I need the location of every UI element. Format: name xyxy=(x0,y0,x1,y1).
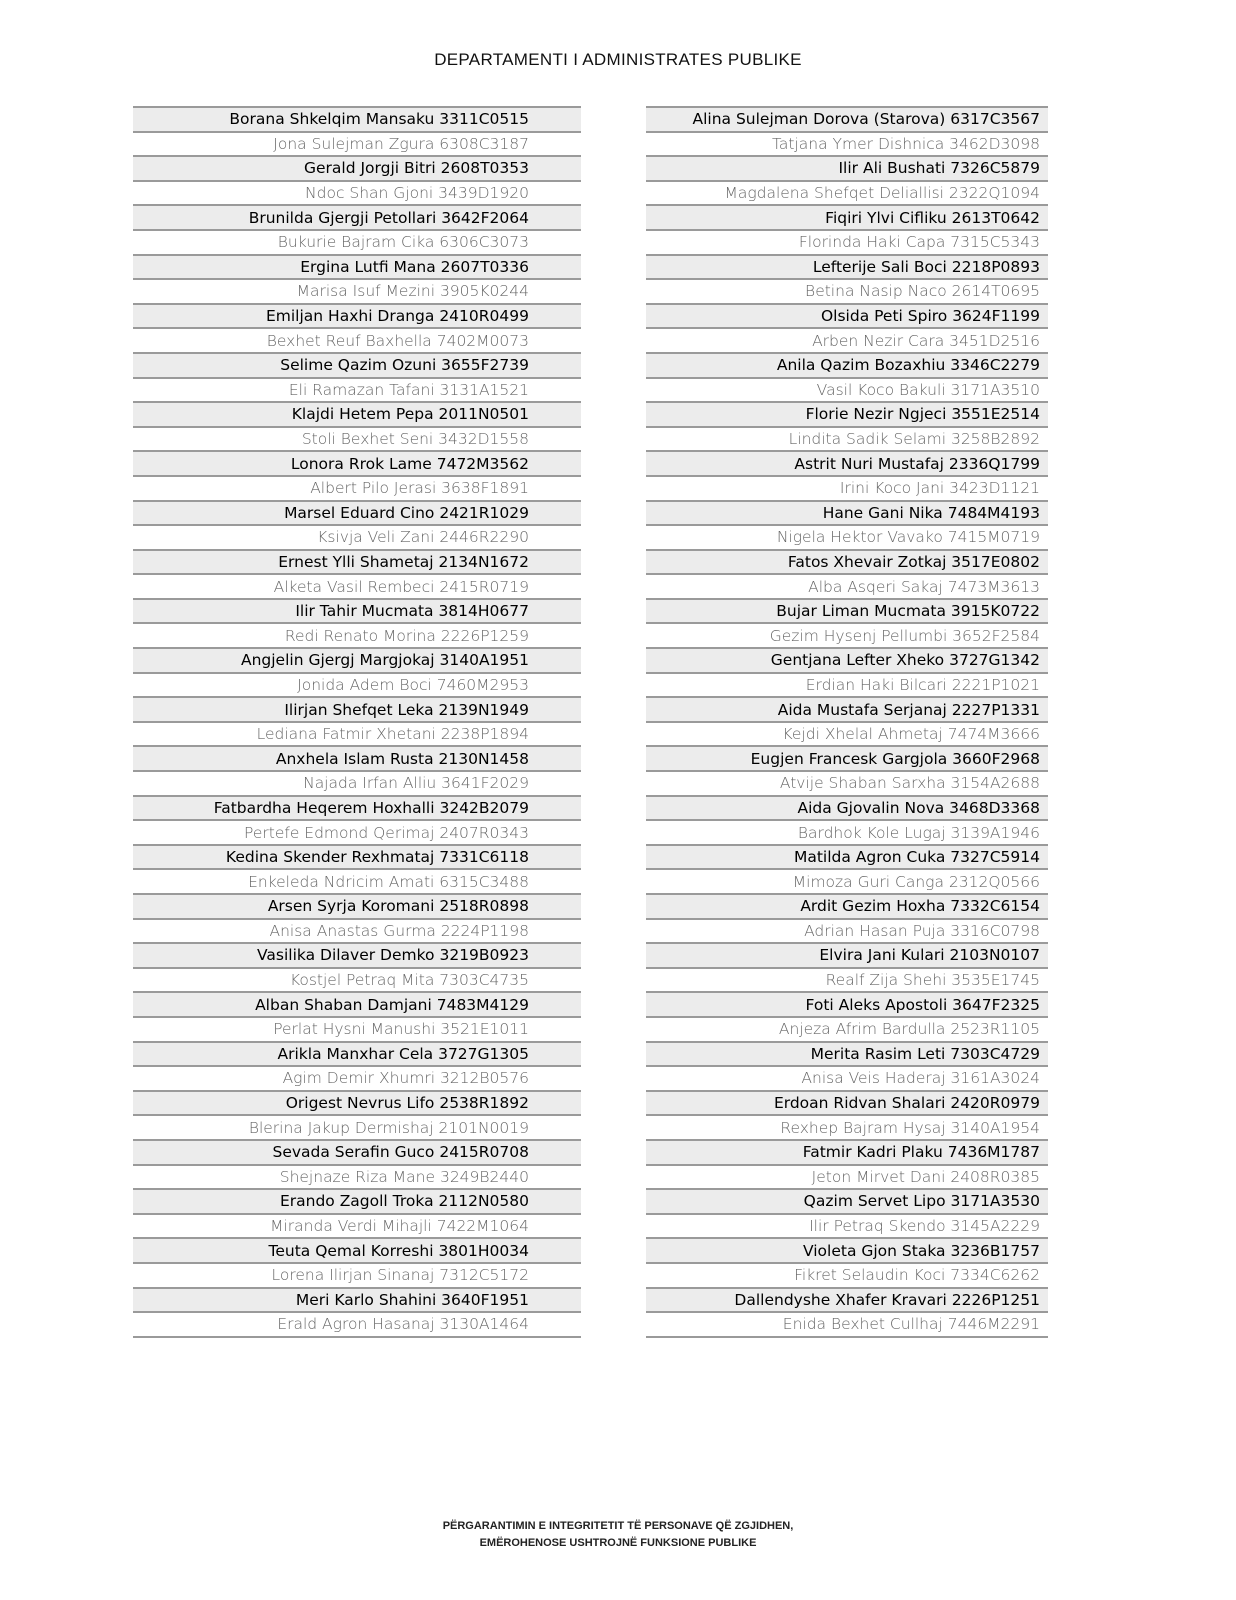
column-bottom-rule xyxy=(133,1336,581,1338)
name-row: Marsel Eduard Cino 2421R1029 xyxy=(133,500,581,525)
name-row: Dallendyshe Xhafer Kravari 2226P1251 xyxy=(646,1287,1048,1312)
name-row: Gentjana Lefter Xheko 3727G1342 xyxy=(646,647,1048,672)
name-row: Bujar Liman Mucmata 3915K0722 xyxy=(646,598,1048,623)
name-row: Ilirjan Shefqet Leka 2139N1949 xyxy=(133,696,581,721)
name-row: Lindita Sadik Selami 3258B2892 xyxy=(646,426,1048,451)
name-row: Erald Agron Hasanaj 3130A1464 xyxy=(133,1311,581,1336)
name-row: Kedina Skender Rexhmataj 7331C6118 xyxy=(133,844,581,869)
name-row: Jona Sulejman Zgura 6308C3187 xyxy=(133,131,581,156)
name-row: Qazim Servet Lipo 3171A3530 xyxy=(646,1188,1048,1213)
name-row: Anila Qazim Bozaxhiu 3346C2279 xyxy=(646,352,1048,377)
left-name-column xyxy=(133,106,581,1338)
name-row: Astrit Nuri Mustafaj 2336Q1799 xyxy=(646,450,1048,475)
name-row: Ilir Petraq Skendo 3145A2229 xyxy=(646,1213,1048,1238)
name-row: Erdoan Ridvan Shalari 2420R0979 xyxy=(646,1090,1048,1115)
name-row: Teuta Qemal Korreshi 3801H0034 xyxy=(133,1237,581,1262)
name-row: Angjelin Gjergj Margjokaj 3140A1951 xyxy=(133,647,581,672)
name-row: Origest Nevrus Lifo 2538R1892 xyxy=(133,1090,581,1115)
name-row: Vasilika Dilaver Demko 3219B0923 xyxy=(133,942,581,967)
name-row: Albert Pilo Jerasi 3638F1891 xyxy=(133,475,581,500)
name-row: Atvije Shaban Sarxha 3154A2688 xyxy=(646,770,1048,795)
name-row: Lefterije Sali Boci 2218P0893 xyxy=(646,254,1048,279)
name-row: Anisa Veis Haderaj 3161A3024 xyxy=(646,1065,1048,1090)
name-row: Anisa Anastas Gurma 2224P1198 xyxy=(133,918,581,943)
name-row: Lonora Rrok Lame 7472M3562 xyxy=(133,450,581,475)
name-row: Kostjel Petraq Mita 7303C4735 xyxy=(133,967,581,992)
name-row: Enida Bexhet Cullhaj 7446M2291 xyxy=(646,1311,1048,1336)
name-row: Ilir Ali Bushati 7326C5879 xyxy=(646,155,1048,180)
name-row: Florinda Haki Capa 7315C5343 xyxy=(646,229,1048,254)
name-row: Bukurie Bajram Cika 6306C3073 xyxy=(133,229,581,254)
name-row: Sevada Serafin Guco 2415R0708 xyxy=(133,1139,581,1164)
right-name-column xyxy=(646,106,1048,1338)
name-row: Aida Gjovalin Nova 3468D3368 xyxy=(646,795,1048,820)
name-row: Arben Nezir Cara 3451D2516 xyxy=(646,327,1048,352)
name-row: Violeta Gjon Staka 3236B1757 xyxy=(646,1237,1048,1262)
name-row: Alba Asqeri Sakaj 7473M3613 xyxy=(646,573,1048,598)
name-row: Adrian Hasan Puja 3316C0798 xyxy=(646,918,1048,943)
name-row: Alina Sulejman Dorova (Starova) 6317C3567 xyxy=(646,106,1048,131)
name-row: Irini Koco Jani 3423D1121 xyxy=(646,475,1048,500)
page-title: DEPARTAMENTI I ADMINISTRATES PUBLIKE xyxy=(434,50,802,69)
name-row: Magdalena Shefqet Deliallisi 2322Q1094 xyxy=(646,180,1048,205)
name-row: Ilir Tahir Mucmata 3814H0677 xyxy=(133,598,581,623)
name-row: Ksivja Veli Zani 2446R2290 xyxy=(133,524,581,549)
name-row: Lediana Fatmir Xhetani 2238P1894 xyxy=(133,721,581,746)
name-row: Realf Zija Shehi 3535E1745 xyxy=(646,967,1048,992)
name-row: Borana Shkelqim Mansaku 3311C0515 xyxy=(133,106,581,131)
name-row: Matilda Agron Cuka 7327C5914 xyxy=(646,844,1048,869)
name-row: Jeton Mirvet Dani 2408R0385 xyxy=(646,1164,1048,1189)
name-row: Alban Shaban Damjani 7483M4129 xyxy=(133,991,581,1016)
name-row: Fatbardha Heqerem Hoxhalli 3242B2079 xyxy=(133,795,581,820)
name-row: Vasil Koco Bakuli 3171A3510 xyxy=(646,377,1048,402)
name-row: Aida Mustafa Serjanaj 2227P1331 xyxy=(646,696,1048,721)
name-row: Rexhep Bajram Hysaj 3140A1954 xyxy=(646,1114,1048,1139)
name-row: Foti Aleks Apostoli 3647F2325 xyxy=(646,991,1048,1016)
name-row: Erdian Haki Bilcari 2221P1021 xyxy=(646,672,1048,697)
name-row: Pertefe Edmond Qerimaj 2407R0343 xyxy=(133,819,581,844)
name-row: Alketa Vasil Rembeci 2415R0719 xyxy=(133,573,581,598)
name-row: Anjeza Afrim Bardulla 2523R1105 xyxy=(646,1016,1048,1041)
name-row: Shejnaze Riza Mane 3249B2440 xyxy=(133,1164,581,1189)
name-row: Mimoza Guri Canga 2312Q0566 xyxy=(646,868,1048,893)
name-row: Fatos Xhevair Zotkaj 3517E0802 xyxy=(646,549,1048,574)
name-row: Jonida Adem Boci 7460M2953 xyxy=(133,672,581,697)
name-row: Tatjana Ymer Dishnica 3462D3098 xyxy=(646,131,1048,156)
name-row: Klajdi Hetem Pepa 2011N0501 xyxy=(133,401,581,426)
name-row: Arikla Manxhar Cela 3727G1305 xyxy=(133,1041,581,1066)
name-row: Nigela Hektor Vavako 7415M0719 xyxy=(646,524,1048,549)
name-row: Fiqiri Ylvi Cifliku 2613T0642 xyxy=(646,204,1048,229)
name-row: Bexhet Reuf Baxhella 7402M0073 xyxy=(133,327,581,352)
name-row: Arsen Syrja Koromani 2518R0898 xyxy=(133,893,581,918)
name-row: Ergina Lutfi Mana 2607T0336 xyxy=(133,254,581,279)
name-row: Fikret Selaudin Koci 7334C6262 xyxy=(646,1262,1048,1287)
name-row: Agim Demir Xhumri 3212B0576 xyxy=(133,1065,581,1090)
name-row: Meri Karlo Shahini 3640F1951 xyxy=(133,1287,581,1312)
footer xyxy=(0,1518,1236,1552)
name-row: Perlat Hysni Manushi 3521E1011 xyxy=(133,1016,581,1041)
footer-line-2: EMËROHENOSE USHTROJNË FUNKSIONE PUBLIKE xyxy=(479,1537,757,1549)
name-row: Merita Rasim Leti 7303C4729 xyxy=(646,1041,1048,1066)
name-row: Enkeleda Ndricim Amati 6315C3488 xyxy=(133,868,581,893)
name-row: Stoli Bexhet Seni 3432D1558 xyxy=(133,426,581,451)
name-row: Najada Irfan Alliu 3641F2029 xyxy=(133,770,581,795)
name-row: Betina Nasip Naco 2614T0695 xyxy=(646,278,1048,303)
column-bottom-rule xyxy=(646,1336,1048,1338)
name-row: Anxhela Islam Rusta 2130N1458 xyxy=(133,745,581,770)
name-row: Lorena Ilirjan Sinanaj 7312C5172 xyxy=(133,1262,581,1287)
name-row: Ardit Gezim Hoxha 7332C6154 xyxy=(646,893,1048,918)
footer-line-1: PËRGARANTIMIN E INTEGRITETIT TË PERSONAVE QË ZGJIDHEN, xyxy=(442,1520,794,1532)
name-row: Olsida Peti Spiro 3624F1199 xyxy=(646,303,1048,328)
name-row: Kejdi Xhelal Ahmetaj 7474M3666 xyxy=(646,721,1048,746)
name-row: Hane Gani Nika 7484M4193 xyxy=(646,500,1048,525)
name-row: Blerina Jakup Dermishaj 2101N0019 xyxy=(133,1114,581,1139)
name-row: Miranda Verdi Mihajli 7422M1064 xyxy=(133,1213,581,1238)
name-row: Eugjen Francesk Gargjola 3660F2968 xyxy=(646,745,1048,770)
name-row: Selime Qazim Ozuni 3655F2739 xyxy=(133,352,581,377)
name-row: Gerald Jorgji Bitri 2608T0353 xyxy=(133,155,581,180)
name-row: Elvira Jani Kulari 2103N0107 xyxy=(646,942,1048,967)
name-row: Bardhok Kole Lugaj 3139A1946 xyxy=(646,819,1048,844)
name-row: Florie Nezir Ngjeci 3551E2514 xyxy=(646,401,1048,426)
name-row: Ernest Ylli Shametaj 2134N1672 xyxy=(133,549,581,574)
name-row: Redi Renato Morina 2226P1259 xyxy=(133,622,581,647)
name-row: Fatmir Kadri Plaku 7436M1787 xyxy=(646,1139,1048,1164)
name-row: Emiljan Haxhi Dranga 2410R0499 xyxy=(133,303,581,328)
name-row: Marisa Isuf Mezini 3905K0244 xyxy=(133,278,581,303)
name-row: Brunilda Gjergji Petollari 3642F2064 xyxy=(133,204,581,229)
name-row: Gezim Hysenj Pellumbi 3652F2584 xyxy=(646,622,1048,647)
name-row: Eli Ramazan Tafani 3131A1521 xyxy=(133,377,581,402)
name-row: Ndoc Shan Gjoni 3439D1920 xyxy=(133,180,581,205)
name-row: Erando Zagoll Troka 2112N0580 xyxy=(133,1188,581,1213)
